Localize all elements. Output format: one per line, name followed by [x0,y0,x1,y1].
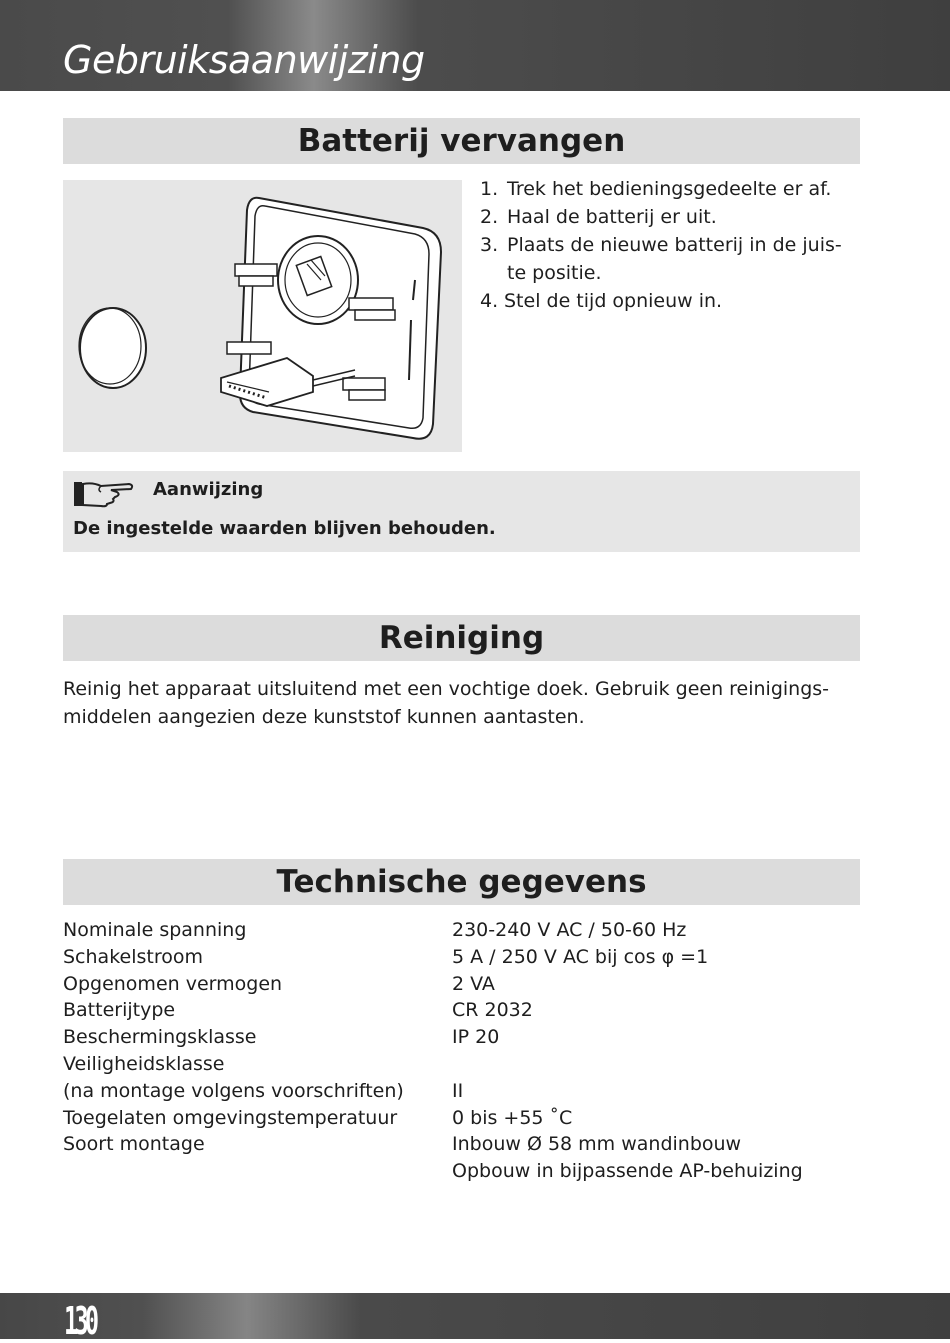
spec-label: Nominale spanning [63,919,247,941]
cleaning-text-line2: middelen aangezien deze kunststof kunnen aantasten. [63,706,585,728]
spec-value: IP 20 [452,1026,500,1049]
note-text: De ingestelde waarden blijven behouden. [73,518,496,539]
spec-label: Opgenomen vermogen [63,972,283,995]
spec-value: Opbouw in bijpassende AP-behuizing [452,1160,803,1183]
spec-label: Beschermingsklasse [63,1026,257,1049]
spec-value: CR 2032 [452,999,533,1022]
spec-value: 0 bis +55 ˚C [452,1106,573,1129]
spec-label: Toegelaten omgevingstemperatuur [63,1106,398,1129]
step-text: Plaats de nieuwe batterij in de juis- [507,234,842,256]
spec-label: (na montage volgens voorschriften) [63,1079,404,1102]
section-heading-cleaning: Reiniging [63,615,860,661]
section-heading-specs: Technische gegevens [63,859,860,905]
list-item [480,287,865,315]
note-box [63,471,860,552]
spec-value: 2 VA [452,972,495,995]
step-text-continued: te positie. [507,262,602,284]
list-item [480,203,865,231]
device-battery-drawing [63,180,462,452]
cleaning-text-line1: Reinig het apparaat uitsluitend met een vochtige doek. Gebruik geen reinigings- [63,678,830,700]
table-row [63,919,863,946]
step-text: Haal de batterij er uit. [507,206,717,228]
battery-steps-list [480,175,865,315]
spec-value [452,1053,863,1080]
table-row [63,1160,863,1187]
table-row [63,1026,863,1053]
step-number: 4. [480,290,499,312]
spec-label [63,1160,452,1187]
table-row [63,1133,863,1160]
spec-label: Soort montage [63,1133,205,1156]
page-footer-band [0,1293,950,1343]
page-title: Gebruiksaanwijzing [63,38,425,82]
page-header-band [0,0,950,91]
step-text: Stel de tijd opnieuw in. [504,290,723,312]
spec-label: Schakelstroom [63,945,203,968]
spec-label: Batterijtype [63,999,176,1022]
spec-label: Veiligheidsklasse [63,1052,225,1075]
section-heading-battery: Batterij vervangen [63,118,860,164]
table-row [63,1053,863,1080]
cleaning-paragraph [63,675,863,731]
pointing-hand-icon [73,478,135,508]
step-number: 3. [480,234,499,256]
specs-table [63,919,863,1187]
step-number: 2. [480,206,499,228]
page-number: 130 [64,1299,96,1343]
list-item [480,175,865,203]
battery-replacement-illustration [63,180,462,452]
spec-value: II [452,1079,464,1102]
table-row [63,946,863,973]
table-row [63,1080,863,1107]
spec-value: Inbouw Ø 58 mm wandinbouw [452,1133,742,1156]
table-row [63,999,863,1026]
table-row [63,1107,863,1134]
spec-value: 5 A / 250 V AC bij cos φ =1 [452,945,709,968]
note-title: Aanwijzing [153,479,264,500]
table-row [63,973,863,1000]
step-number: 1. [480,178,499,200]
list-item [480,231,865,287]
spec-value: 230-240 V AC / 50-60 Hz [452,919,687,941]
step-text: Trek het bedieningsgedeelte er af. [507,178,832,200]
